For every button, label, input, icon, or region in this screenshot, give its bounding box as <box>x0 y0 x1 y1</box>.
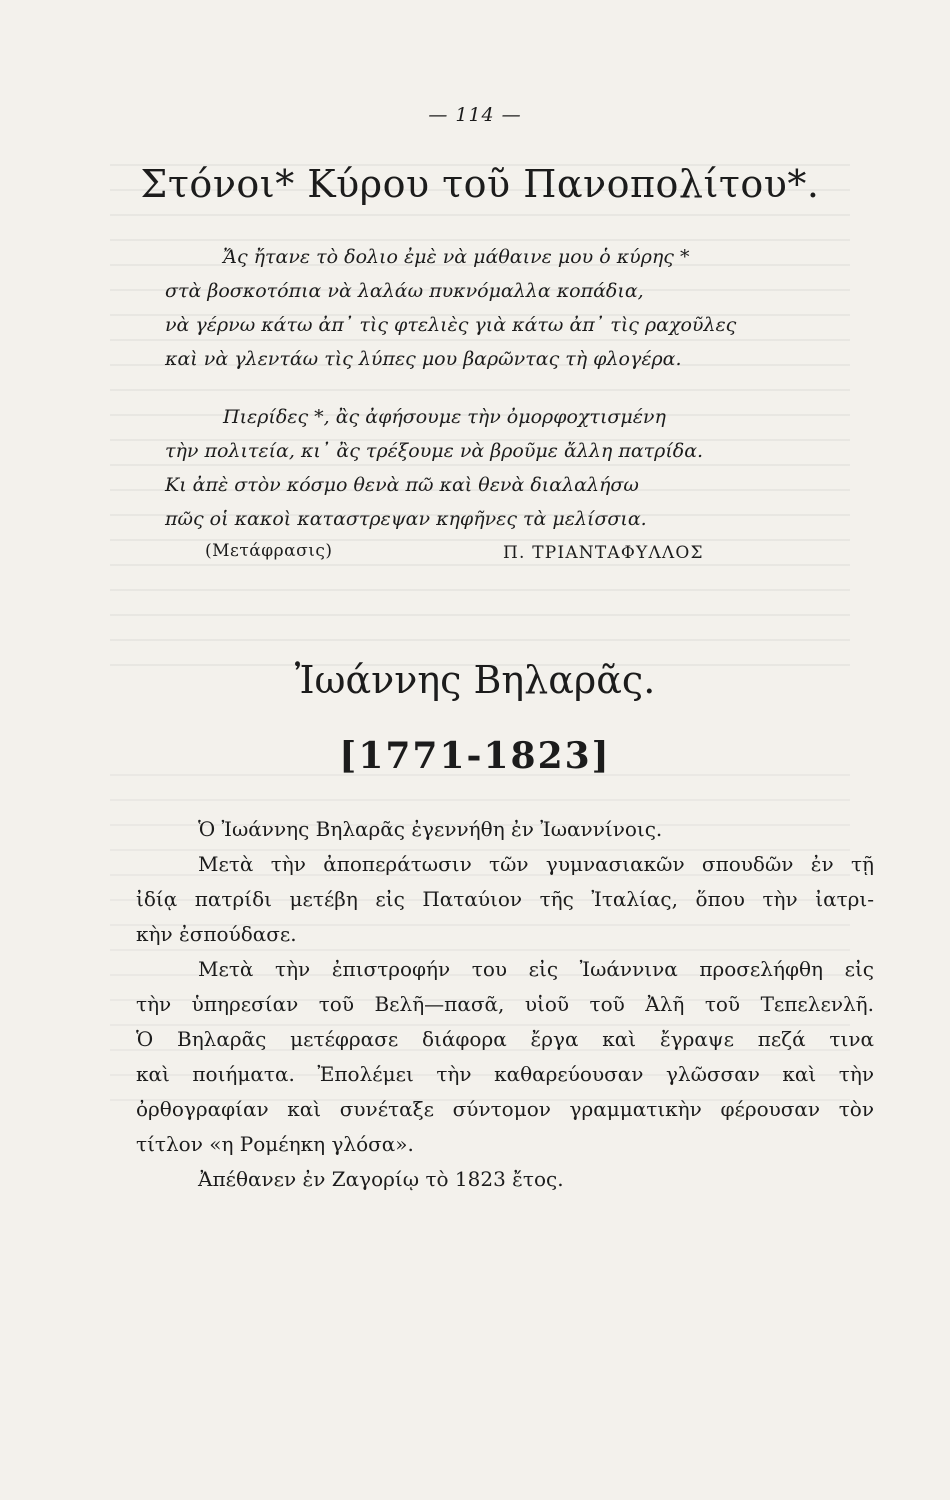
biography-line: Μετὰ τὴν ἀποπεράτωσιν τῶν γυμνασιακῶν σπουδῶν ἐν τῇ <box>198 852 874 876</box>
poem-line: καὶ νὰ γλεντάω τὶς λύπες μου βαρῶντας τὴ φλογέρα. <box>165 348 682 370</box>
biography-line: ὀρθογραφίαν καὶ συνέταξε σύντομον γραμματικὴν φέρουσαν τὸν <box>136 1097 874 1121</box>
poem-title: Στόνοι* Κύρου τοῦ Πανοπολίτου*. <box>140 162 820 206</box>
biography-line: Ὁ Ἰωάννης Βηλαρᾶς ἐγεννήθη ἐν Ἰωαννίνοις. <box>198 817 663 841</box>
biography-title: Ἰωάννης Βηλαρᾶς. <box>294 658 656 702</box>
page-number: — 114 — <box>428 104 522 126</box>
biography-line: ἰδίᾳ πατρίδι μετέβη εἰς Παταύιον τῆς Ἰταλίας, ὅπου τὴν ἰατρι- <box>136 887 874 911</box>
poem-line: νὰ γέρνω κάτω ἀπ᾿ τὶς φτελιὲς γιὰ κάτω ἀπ᾿ τὶς ραχοῦλες <box>165 314 737 336</box>
poem-line: Κι ἀπὲ στὸν κόσμο θενὰ πῶ καὶ θενὰ διαλαλήσω <box>165 474 639 496</box>
translation-note: (Μετάφρασις) <box>205 541 333 561</box>
poem-line: Ἄς ἤτανε τὸ δολιο ἐμὲ νὰ μάθαινε μου ὁ κύρης * <box>223 246 690 268</box>
poem-line: πῶς οἱ κακοὶ καταστρεψαν κηφῆνες τὰ μελίσσια. <box>165 508 647 530</box>
biography-line: κὴν ἐσπούδασε. <box>136 922 297 946</box>
biography-line: καὶ ποιήματα. Ἐπολέμει τὴν καθαρεύουσαν γλῶσσαν καὶ τὴν <box>136 1062 874 1086</box>
biography-line: τὴν ὑπηρεσίαν τοῦ Βελῆ—πασᾶ, υἱοῦ τοῦ Ἀλῆ τοῦ Τεπελενλῆ. <box>136 992 874 1016</box>
poem-line: Πιερίδες *, ἂς ἀφήσουμε τὴν ὀμορφοχτισμένη <box>223 406 666 428</box>
biography-line: Ἀπέθανεν ἐν Ζαγορίῳ τὸ 1823 ἔτος. <box>198 1167 564 1191</box>
poem-author: Π. ΤΡΙΑΝΤΑΦΥΛΛΟΣ <box>503 543 704 563</box>
biography-line: Ὁ Βηλαρᾶς μετέφρασε διάφορα ἔργα καὶ ἔγραψε πεζά τινα <box>136 1027 874 1051</box>
biography-line: Μετὰ τὴν ἐπιστροφήν του εἰς Ἰωάννινα προσελήφθη εἰς <box>198 957 874 981</box>
poem-line: τὴν πολιτεία, κι᾿ ἂς τρέξουμε νὰ βροῦμε ἄλλη πατρίδα. <box>165 440 704 462</box>
biography-years: [1771-1823] <box>339 735 611 777</box>
poem-line: στὰ βοσκοτόπια νὰ λαλάω πυκνόμαλλα κοπάδια, <box>165 280 644 302</box>
biography-line: τίτλον «η Ρομέηκη γλόσα». <box>136 1132 414 1156</box>
